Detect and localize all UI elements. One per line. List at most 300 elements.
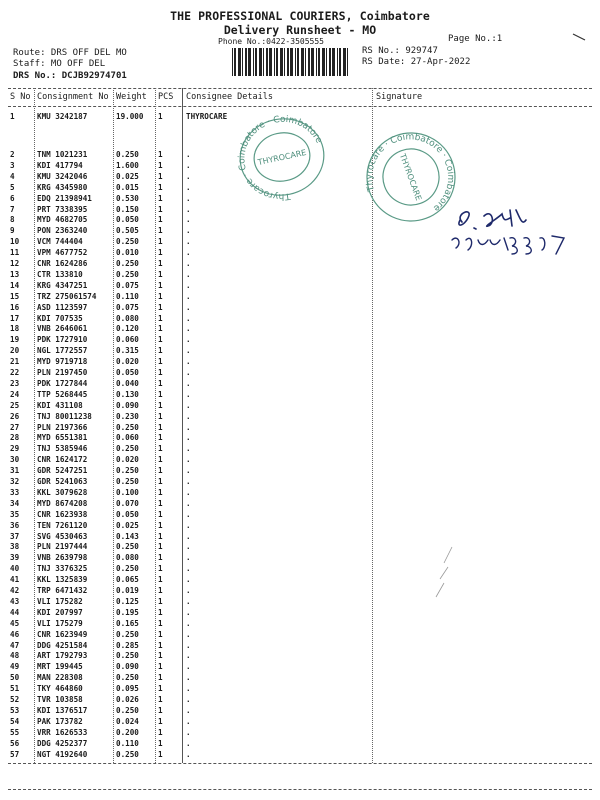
col-header-sno: S No — [10, 92, 31, 102]
cell-weight: 0.150 — [116, 204, 139, 214]
cell-sno: 32 — [10, 477, 20, 486]
cell-consignment: TEN 7261120 — [37, 520, 88, 530]
cell-consignee: . — [186, 346, 191, 356]
table-row — [0, 651, 600, 662]
cell-weight: 0.050 — [116, 509, 139, 519]
cell-weight: 0.250 — [116, 477, 139, 486]
cell-consignee: . — [186, 586, 191, 595]
cell-weight: 0.090 — [116, 662, 139, 672]
cell-consignee: . — [186, 389, 191, 399]
cell-pcs: 1 — [158, 389, 163, 399]
cell-sno: 9 — [10, 226, 15, 236]
cell-weight: 0.250 — [116, 542, 139, 552]
cell-consignee: THYROCARE — [186, 112, 228, 121]
barcode-bar — [287, 48, 289, 76]
cell-sno: 49 — [10, 662, 20, 672]
cell-consignment: SVG 4530463 — [37, 531, 88, 541]
cell-weight: 1.600 — [116, 160, 139, 170]
company-stamp — [364, 130, 459, 225]
table-row — [0, 739, 600, 750]
cell-consignee: . — [186, 520, 191, 530]
cell-sno: 3 — [10, 160, 15, 170]
cell-weight: 0.024 — [116, 716, 139, 726]
cell-weight: 0.110 — [116, 291, 139, 301]
cell-sno: 21 — [10, 357, 20, 367]
cell-pcs: 1 — [158, 498, 163, 508]
cell-weight: 0.090 — [116, 400, 139, 410]
cell-consignee: . — [186, 324, 191, 334]
cell-weight: 0.070 — [116, 498, 139, 508]
cell-sno: 29 — [10, 444, 20, 454]
cell-pcs: 1 — [158, 324, 163, 334]
cell-weight: 0.120 — [116, 324, 139, 334]
cell-pcs: 1 — [158, 455, 163, 465]
cell-pcs: 1 — [158, 237, 163, 247]
cell-pcs: 1 — [158, 378, 163, 388]
cell-sno: 56 — [10, 738, 20, 748]
cell-sno: 13 — [10, 269, 20, 279]
barcode-bar — [326, 48, 327, 76]
cell-pcs: 1 — [158, 629, 163, 639]
cell-consignee: . — [186, 313, 191, 323]
col-header-signature: Signature — [376, 92, 423, 102]
cell-weight: 0.250 — [116, 269, 139, 279]
table-row — [0, 553, 600, 564]
table-row — [0, 510, 600, 521]
svg-text:Thyrocare · Coimbatore · Coimb: Thyrocare · Coimbatore · Coimbatore — [365, 132, 456, 213]
cell-consignment: MYD 8674208 — [37, 498, 88, 508]
cell-pcs: 1 — [158, 226, 163, 236]
cell-consignee: . — [186, 160, 191, 170]
cell-consignment: PRT 7338395 — [37, 204, 88, 214]
table-row — [0, 292, 600, 303]
cell-weight: 0.026 — [116, 695, 139, 704]
cell-consignee: . — [186, 684, 191, 694]
cell-sno: 14 — [10, 280, 20, 290]
cell-consignment: TNJ 3376325 — [37, 564, 88, 574]
cell-sno: 51 — [10, 684, 20, 694]
cell-consignment: ART 1792793 — [37, 651, 88, 661]
cell-weight: 0.130 — [116, 389, 139, 399]
cell-consignment: NGL 1772557 — [37, 346, 88, 356]
cell-weight: 0.075 — [116, 280, 139, 290]
cell-sno: 34 — [10, 498, 20, 508]
cell-consignee: . — [186, 509, 191, 519]
cell-consignment: KDI 431108 — [37, 400, 83, 410]
cell-consignee: . — [186, 727, 191, 737]
cell-consignment: VLI 175282 — [37, 596, 83, 606]
cell-pcs: 1 — [158, 313, 163, 323]
cell-consignment: VCM 744404 — [37, 237, 83, 247]
cell-weight: 0.143 — [116, 531, 139, 541]
svg-text:Thyrocare · Coimbatore · Coimb: Thyrocare · Coimbatore · Coimbatore — [237, 114, 324, 202]
cell-pcs: 1 — [158, 487, 163, 497]
cell-weight: 0.250 — [116, 705, 139, 715]
cell-consignee: . — [186, 542, 191, 552]
cell-pcs: 1 — [158, 346, 163, 356]
cell-sno: 27 — [10, 422, 20, 432]
cell-sno: 55 — [10, 727, 20, 737]
cell-sno: 12 — [10, 259, 20, 268]
cell-sno: 20 — [10, 346, 20, 356]
cell-sno: 24 — [10, 389, 20, 399]
cell-consignee: . — [186, 716, 191, 726]
rs-date: RS Date: 27-Apr-2022 — [362, 57, 471, 67]
barcode-bar — [242, 48, 243, 76]
cell-weight: 0.050 — [116, 368, 139, 377]
cell-pcs: 1 — [158, 596, 163, 606]
barcode-bar — [308, 48, 310, 76]
cell-consignee: . — [186, 171, 191, 181]
cell-weight: 0.095 — [116, 684, 139, 694]
cell-consignee: . — [186, 237, 191, 247]
table-row — [0, 368, 600, 379]
cell-consignment: VPM 4677752 — [37, 248, 88, 258]
cell-pcs: 1 — [158, 280, 163, 290]
cell-consignee: . — [186, 378, 191, 388]
cell-pcs: 1 — [158, 640, 163, 650]
table-row — [0, 314, 600, 325]
barcode-bar — [266, 48, 268, 76]
cell-pcs: 1 — [158, 749, 163, 759]
cell-consignment: KRG 4345980 — [37, 182, 88, 192]
cell-pcs: 1 — [158, 368, 163, 377]
cell-sno: 7 — [10, 204, 15, 214]
drs-number: DRS No.: DCJB92974701 — [13, 71, 127, 81]
barcode-bar — [248, 48, 251, 76]
cell-consignee: . — [186, 291, 191, 301]
table-row — [0, 477, 600, 488]
cell-weight: 0.250 — [116, 237, 139, 247]
table-row — [0, 455, 600, 466]
cell-sno: 54 — [10, 716, 20, 726]
cell-sno: 50 — [10, 673, 20, 683]
cell-weight: 0.020 — [116, 455, 139, 465]
cell-consignment: KRG 4347251 — [37, 280, 88, 290]
cell-consignee: . — [186, 302, 191, 312]
cell-consignment: NGT 4192640 — [37, 749, 88, 759]
cell-sno: 8 — [10, 215, 15, 225]
cell-sno: 38 — [10, 542, 20, 552]
table-header — [0, 92, 600, 104]
cell-sno: 37 — [10, 531, 20, 541]
cell-consignee: . — [186, 204, 191, 214]
cell-pcs: 1 — [158, 673, 163, 683]
route-label: Route: DRS OFF DEL MO — [13, 48, 127, 58]
table-row — [0, 423, 600, 434]
table-row — [0, 488, 600, 499]
table-row — [0, 346, 600, 357]
cell-pcs: 1 — [158, 738, 163, 748]
cell-consignment: DDG 4252377 — [37, 738, 88, 748]
cell-consignee: . — [186, 695, 191, 704]
cell-sno: 39 — [10, 553, 20, 563]
cell-pcs: 1 — [158, 182, 163, 192]
cell-consignment: MYD 4682705 — [37, 215, 88, 225]
barcode-bar — [332, 48, 335, 76]
table-row — [0, 324, 600, 335]
cell-sno: 16 — [10, 302, 20, 312]
cell-sno: 40 — [10, 564, 20, 574]
barcode-image — [230, 47, 350, 77]
barcode-bar — [347, 48, 348, 76]
cell-pcs: 1 — [158, 193, 163, 203]
cell-consignee: . — [186, 640, 191, 650]
cell-weight: 0.080 — [116, 553, 139, 563]
cell-pcs: 1 — [158, 400, 163, 410]
cell-pcs: 1 — [158, 215, 163, 225]
cell-consignment: EDQ 21398941 — [37, 193, 92, 203]
cell-consignment: CNR 1624172 — [37, 455, 88, 465]
table-row — [0, 357, 600, 368]
table-top-rule — [8, 88, 592, 89]
barcode-bar — [301, 48, 304, 76]
cell-weight: 0.010 — [116, 248, 139, 258]
cell-consignee: . — [186, 259, 191, 268]
cell-consignee: . — [186, 673, 191, 683]
cell-consignee: . — [186, 193, 191, 203]
barcode-bar — [238, 48, 241, 76]
barcode-bar — [339, 48, 341, 76]
cell-weight: 0.060 — [116, 335, 139, 345]
cell-consignment: KKL 1325839 — [37, 575, 88, 585]
cell-consignee: . — [186, 618, 191, 628]
cell-consignment: VNB 2639798 — [37, 553, 88, 563]
svg-text:THYROCARE: THYROCARE — [397, 152, 424, 202]
barcode-bar — [274, 48, 275, 76]
cell-consignment: CNR 1623938 — [37, 509, 88, 519]
table-row — [0, 728, 600, 739]
cell-sno: 44 — [10, 607, 20, 617]
cell-consignment: KDI 417794 — [37, 160, 83, 170]
cell-pcs: 1 — [158, 466, 163, 476]
cell-consignment: TNJ 80011238 — [37, 411, 92, 421]
cell-sno: 33 — [10, 487, 20, 497]
cell-weight: 0.020 — [116, 357, 139, 367]
page-number: Page No.:1 — [448, 34, 503, 44]
cell-pcs: 1 — [158, 662, 163, 672]
table-row — [0, 303, 600, 314]
barcode-bar — [343, 48, 346, 76]
cell-pcs: 1 — [158, 607, 163, 617]
cell-sno: 41 — [10, 575, 20, 585]
cell-pcs: 1 — [158, 520, 163, 530]
cell-weight: 0.250 — [116, 564, 139, 574]
footer-rule — [8, 789, 592, 790]
cell-weight: 0.250 — [116, 422, 139, 432]
barcode-bar — [305, 48, 306, 76]
cell-sno: 46 — [10, 629, 20, 639]
cell-sno: 53 — [10, 705, 20, 715]
cell-sno: 15 — [10, 291, 20, 301]
barcode-bar — [276, 48, 278, 76]
cell-consignee: . — [186, 215, 191, 225]
cell-consignee: . — [186, 357, 191, 367]
cell-pcs: 1 — [158, 112, 163, 121]
cell-weight: 0.100 — [116, 487, 139, 497]
cell-weight: 0.530 — [116, 193, 139, 203]
cell-consignment: MRT 199445 — [37, 662, 83, 672]
cell-consignment: PLN 2197444 — [37, 542, 88, 552]
barcode-bar — [234, 48, 236, 76]
cell-consignment: KDI 1376517 — [37, 705, 88, 715]
cell-consignment: CNR 1623949 — [37, 629, 88, 639]
cell-weight: 0.505 — [116, 226, 139, 236]
cell-pcs: 1 — [158, 618, 163, 628]
cell-consignee: . — [186, 433, 191, 443]
barcode-bar — [337, 48, 338, 76]
cell-weight: 0.195 — [116, 607, 139, 617]
cell-consignment: MAN 228308 — [37, 673, 83, 683]
cell-weight: 0.040 — [116, 378, 139, 388]
cell-sno: 52 — [10, 695, 20, 704]
table-row — [0, 335, 600, 346]
barcode-bar — [316, 48, 317, 76]
table-row — [0, 706, 600, 717]
cell-weight: 0.250 — [116, 749, 139, 759]
cell-consignee: . — [186, 444, 191, 454]
cell-weight: 0.250 — [116, 466, 139, 476]
cell-pcs: 1 — [158, 422, 163, 432]
cell-sno: 18 — [10, 324, 20, 334]
table-row — [0, 619, 600, 630]
table-row — [0, 630, 600, 641]
barcode-bar — [259, 48, 262, 76]
cell-pcs: 1 — [158, 716, 163, 726]
cell-pcs: 1 — [158, 705, 163, 715]
handwritten-signature — [448, 200, 588, 270]
pen-scribble — [430, 545, 460, 600]
cell-consignment: TNM 1021231 — [37, 150, 88, 159]
cell-consignee: . — [186, 248, 191, 258]
cell-consignee: . — [186, 564, 191, 574]
barcode-bar — [232, 48, 233, 76]
cell-consignee: . — [186, 466, 191, 476]
cell-sno: 1 — [10, 112, 15, 121]
cell-consignment: PLN 2197366 — [37, 422, 88, 432]
cell-consignment: MYD 6551381 — [37, 433, 88, 443]
cell-weight: 0.025 — [116, 171, 139, 181]
cell-sno: 30 — [10, 455, 20, 465]
cell-consignment: PDK 1727910 — [37, 335, 88, 345]
cell-pcs: 1 — [158, 509, 163, 519]
cell-weight: 0.250 — [116, 673, 139, 683]
cell-pcs: 1 — [158, 444, 163, 454]
barcode-bar — [295, 48, 296, 76]
table-row — [0, 608, 600, 619]
cell-consignment: TNJ 5385946 — [37, 444, 88, 454]
cell-pcs: 1 — [158, 302, 163, 312]
sheet-title: Delivery Runsheet - MO — [223, 23, 377, 37]
cell-consignment: ASD 1123597 — [37, 302, 88, 312]
table-row — [0, 695, 600, 706]
cell-consignment: KKL 3079628 — [37, 487, 88, 497]
barcode-bar — [329, 48, 331, 76]
cell-consignee: . — [186, 269, 191, 279]
cell-consignee: . — [186, 738, 191, 748]
cell-pcs: 1 — [158, 727, 163, 737]
table-row — [0, 542, 600, 553]
cell-weight: 0.250 — [116, 444, 139, 454]
cell-pcs: 1 — [158, 695, 163, 704]
cell-consignee: . — [186, 553, 191, 563]
table-row — [0, 564, 600, 575]
table-row — [0, 750, 600, 761]
cell-sno: 5 — [10, 182, 15, 192]
cell-consignment: KDI 707535 — [37, 313, 83, 323]
cell-pcs: 1 — [158, 542, 163, 552]
table-row — [0, 673, 600, 684]
svg-text:THYROCARE: THYROCARE — [257, 147, 308, 168]
cell-pcs: 1 — [158, 248, 163, 258]
cell-weight: 0.075 — [116, 302, 139, 312]
cell-consignee: . — [186, 498, 191, 508]
cell-weight: 0.165 — [116, 618, 139, 628]
cell-sno: 23 — [10, 378, 20, 388]
cell-sno: 35 — [10, 509, 20, 519]
table-row — [0, 444, 600, 455]
barcode-bar — [255, 48, 257, 76]
barcode-bar — [269, 48, 272, 76]
cell-pcs: 1 — [158, 651, 163, 661]
col-header-consignment: Consignment No — [37, 92, 109, 102]
cell-sno: 36 — [10, 520, 20, 530]
cell-pcs: 1 — [158, 171, 163, 181]
cell-consignment: KDI 207997 — [37, 607, 83, 617]
cell-consignee: . — [186, 531, 191, 541]
cell-consignment: CNR 1624286 — [37, 259, 88, 268]
company-stamp — [230, 112, 335, 202]
cell-consignee: . — [186, 629, 191, 639]
cell-sno: 22 — [10, 368, 20, 377]
cell-consignee: . — [186, 280, 191, 290]
cell-consignee: . — [186, 226, 191, 236]
cell-weight: 0.065 — [116, 575, 139, 585]
cell-consignment: KMU 3242187 — [37, 112, 88, 121]
table-row — [0, 597, 600, 608]
cell-weight: 0.315 — [116, 346, 139, 356]
table-row — [0, 270, 600, 281]
cell-consignee: . — [186, 749, 191, 759]
table-row — [0, 532, 600, 543]
cell-consignment: MYD 9719718 — [37, 357, 88, 367]
cell-pcs: 1 — [158, 150, 163, 159]
col-header-details: Consignee Details — [186, 92, 273, 102]
barcode-bar — [322, 48, 325, 76]
cell-consignment: CTR 133810 — [37, 269, 83, 279]
cell-sno: 10 — [10, 237, 20, 247]
cell-consignee: . — [186, 400, 191, 410]
table-row — [0, 521, 600, 532]
cell-pcs: 1 — [158, 477, 163, 486]
cell-consignment: VNB 2646061 — [37, 324, 88, 334]
cell-pcs: 1 — [158, 357, 163, 367]
cell-consignment: PLN 2197450 — [37, 368, 88, 377]
table-row — [0, 390, 600, 401]
cell-pcs: 1 — [158, 160, 163, 170]
cell-weight: 0.200 — [116, 727, 139, 737]
barcode-bar — [297, 48, 299, 76]
cell-weight: 0.250 — [116, 651, 139, 661]
cell-pcs: 1 — [158, 586, 163, 595]
cell-weight: 0.080 — [116, 313, 139, 323]
cell-weight: 0.230 — [116, 411, 139, 421]
cell-weight: 0.050 — [116, 215, 139, 225]
cell-consignment: PON 2363240 — [37, 226, 88, 236]
rs-number: RS No.: 929747 — [362, 46, 438, 56]
cell-consignment: PAK 173782 — [37, 716, 83, 726]
cell-weight: 0.025 — [116, 520, 139, 530]
